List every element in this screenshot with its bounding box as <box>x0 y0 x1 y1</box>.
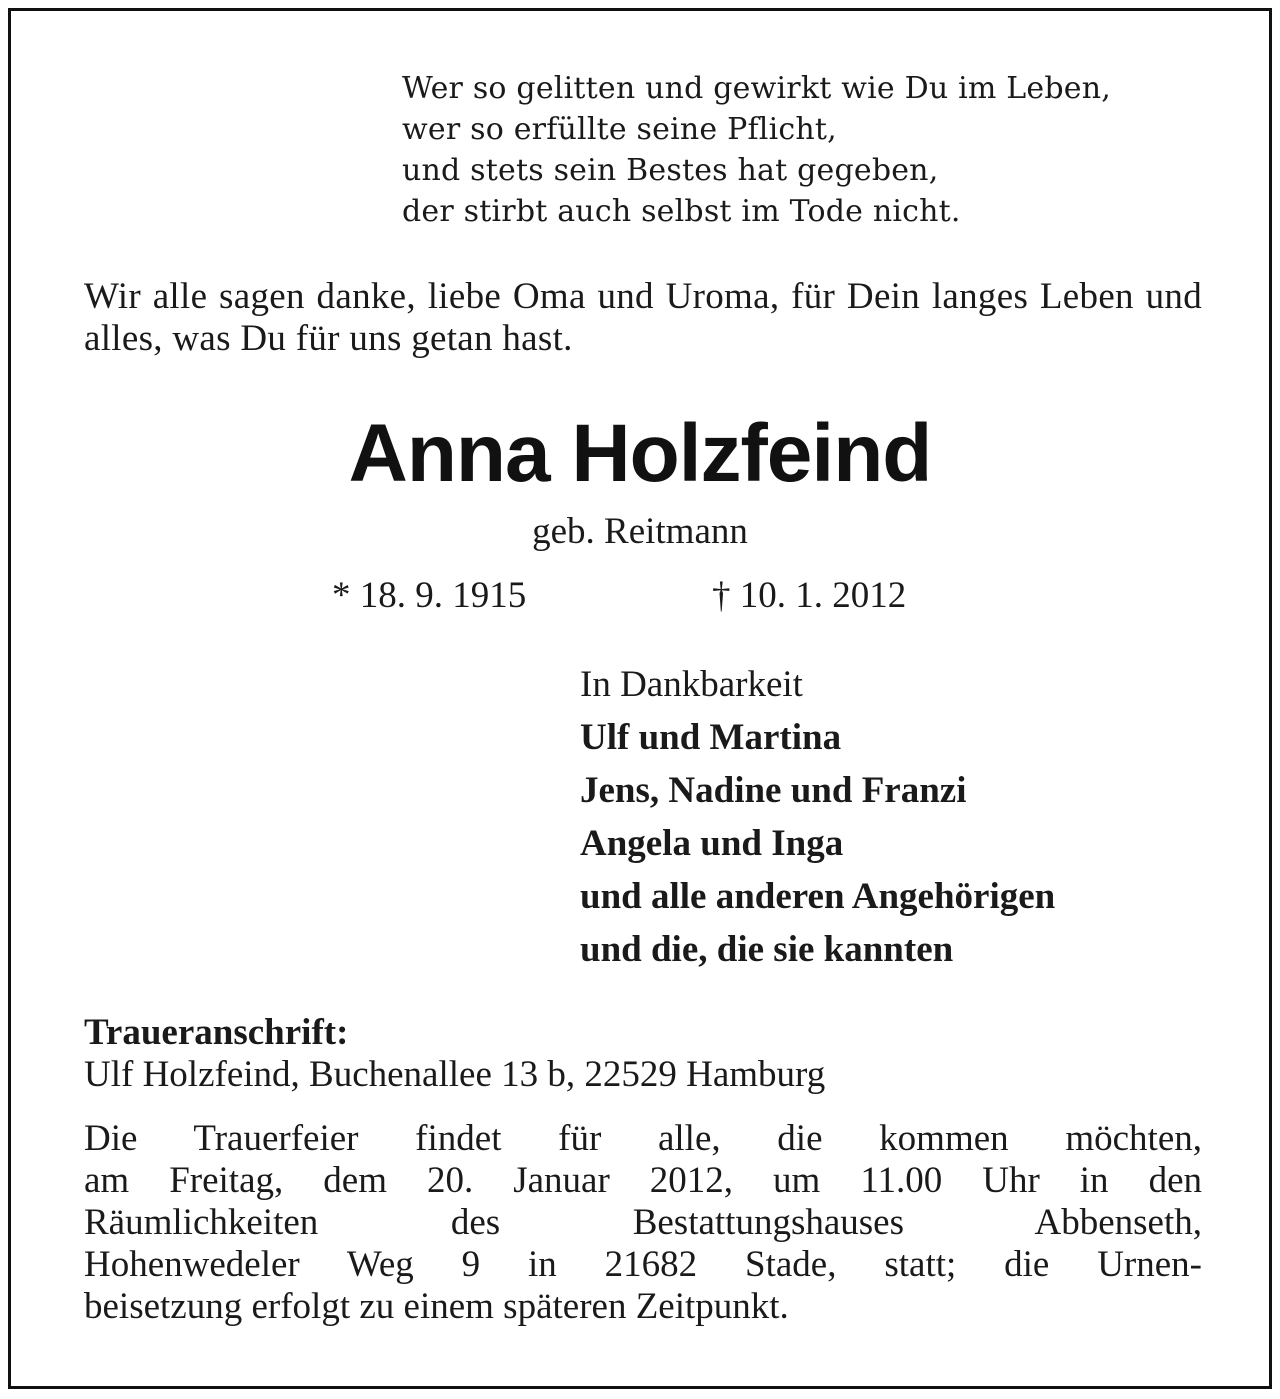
poem-line: und stets sein Bestes hat gegeben, <box>402 153 939 188</box>
poem-line: der stirbt auch selbst im Tode nicht. <box>402 194 961 229</box>
death-date: † 10. 1. 2012 <box>712 575 907 616</box>
address-text: Ulf Holzfeind, Buchenallee 13 b, 22529 Hamburg <box>84 1054 826 1095</box>
poem-line: wer so erfüllte seine Pflicht, <box>402 112 837 147</box>
ceremony-line: Hohenwedeler Weg 9 in 21682 Stade, statt; die Urnen- <box>84 1244 1202 1285</box>
mourners-signoff <box>580 658 1260 976</box>
mourning-address <box>84 1012 1202 1096</box>
mourner-line: und die, die sie kannten <box>580 929 954 970</box>
ceremony-line: Räumlichkeiten des Bestattungshauses Abbenseth, <box>84 1202 1202 1243</box>
mourner-line: Jens, Nadine und Franzi <box>580 770 967 811</box>
memorial-poem <box>402 68 1222 232</box>
birth-date: * 18. 9. 1915 <box>332 575 527 616</box>
deceased-name: Anna Holzfeind <box>348 408 932 499</box>
ceremony-line: am Freitag, dem 20. Januar 2012, um 11.00 Uhr in den <box>84 1160 1202 1201</box>
ceremony-line: Die Trauerfeier findet für alle, die kommen möchten, <box>84 1118 1202 1159</box>
ceremony-line: beisetzung erfolgt zu einem späteren Zeitpunkt. <box>84 1286 789 1327</box>
signoff-intro: In Dankbarkeit <box>580 664 803 705</box>
ceremony-notice <box>84 1118 1202 1328</box>
thanks-text: Wir alle sagen danke, liebe Oma und Uroma, für Dein langes Leben und alles, was Du für uns getan hast. <box>84 276 1202 359</box>
poem-line: Wer so gelitten und gewirkt wie Du im Leben, <box>402 71 1111 106</box>
mourner-line: Ulf und Martina <box>580 717 842 758</box>
maiden-name: geb. Reitmann <box>532 511 748 552</box>
address-heading: Traueranschrift: <box>84 1012 349 1053</box>
mourner-line: Angela und Inga <box>580 823 844 864</box>
mourner-line: und alle anderen Angehörigen <box>580 876 1056 917</box>
